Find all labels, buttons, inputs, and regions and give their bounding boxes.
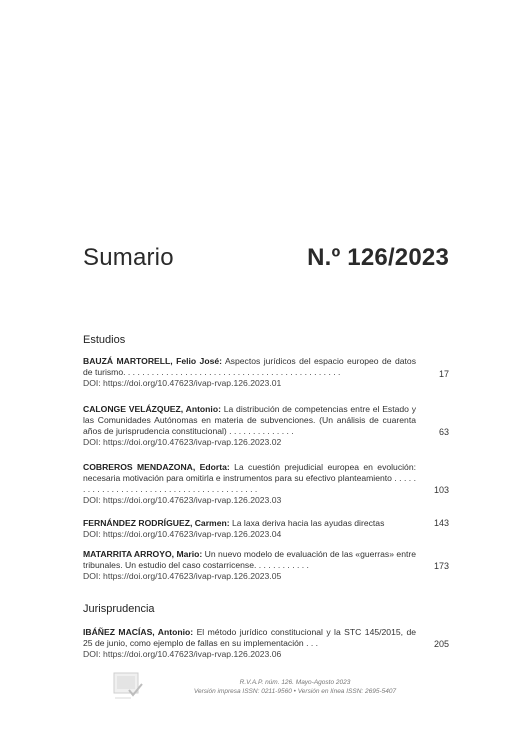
entry-text xyxy=(83,356,416,378)
entry-page: 173 xyxy=(433,561,449,571)
entry-page: 17 xyxy=(438,369,449,379)
entry-doi: DOI: https://doi.org/10.47623/ivap-rvap.126.2023.02 xyxy=(83,437,282,447)
entry-text xyxy=(83,404,416,437)
entry-title: El método jurídico constitucional y la STC 145/2015, de 25 de junio, como ejemplo de fallas en su implementación . . . xyxy=(83,627,417,648)
entry-author: FERNÁNDEZ RODRÍGUEZ, Carmen: xyxy=(83,518,230,528)
entry-title: La laxa deriva hacia las ayudas directas xyxy=(231,518,385,528)
footer-journal: R.V.A.P. núm. 126. Mayo-Agosto 2023 xyxy=(239,679,351,686)
page-title: Sumario xyxy=(83,244,174,271)
toc-entry xyxy=(83,356,449,389)
entry-page: 143 xyxy=(433,518,449,528)
entry-text xyxy=(83,518,416,529)
entry-doi: DOI: https://doi.org/10.47623/ivap-rvap.126.2023.06 xyxy=(83,649,282,659)
section-title-estudios: Estudios xyxy=(83,334,126,346)
entry-text xyxy=(83,462,416,495)
entry-text xyxy=(83,549,416,571)
entry-author: COBREROS MENDAZONA, Edorta: xyxy=(83,462,230,472)
entry-page: 63 xyxy=(438,427,449,437)
entry-author: IBÁÑEZ MACÍAS, Antonio: xyxy=(83,627,194,637)
toc-entry xyxy=(83,462,449,506)
toc-entry xyxy=(83,404,449,448)
page-footer xyxy=(150,678,440,696)
entry-title: La cuestión prejudicial europea en evolución: necesaria motivación para omitirla e instrumentos para su efectivo planteamiento . . . . . . . . . . . . . . . . . . . . . . . . . . . . . . . . . . . . . . . . . . xyxy=(83,462,416,494)
entry-author: BAUZÁ MARTORELL, Felio José: xyxy=(83,356,222,366)
page-header xyxy=(83,244,449,276)
entry-text xyxy=(83,627,416,649)
entry-doi: DOI: https://doi.org/10.47623/ivap-rvap.126.2023.01 xyxy=(83,378,282,388)
entry-page: 205 xyxy=(433,639,449,649)
entry-author: MATARRITA ARROYO, Mario: xyxy=(83,549,203,559)
section-title-jurisprudencia: Jurisprudencia xyxy=(83,603,155,615)
toc-entry xyxy=(83,518,449,540)
entry-doi: DOI: https://doi.org/10.47623/ivap-rvap.126.2023.04 xyxy=(83,529,282,539)
entry-doi: DOI: https://doi.org/10.47623/ivap-rvap.126.2023.05 xyxy=(83,571,282,581)
entry-author: CALONGE VELÁZQUEZ, Antonio: xyxy=(83,404,221,414)
library-stamp-icon xyxy=(111,670,145,702)
toc-entry xyxy=(83,627,449,660)
toc-entry xyxy=(83,549,449,582)
entry-title: Un nuevo modelo de evaluación de las «guerras» entre tribunales. Un estudio del caso costarricense. . . . . . . . . . . . xyxy=(83,549,417,570)
entry-doi: DOI: https://doi.org/10.47623/ivap-rvap.126.2023.03 xyxy=(83,495,282,505)
issue-number: N.º 126/2023 xyxy=(307,244,449,271)
entry-title: Aspectos jurídicos del espacio europeo de datos de turismo. . . . . . . . . . . . . . . . . . . . . . . . . . . . . . . . . . . . . . . . . . . . . . xyxy=(83,356,416,377)
entry-page: 103 xyxy=(433,485,449,495)
footer-issn: Versión impresa ISSN: 0211-9560 • Versión en línea ISSN: 2695-5407 xyxy=(193,688,397,695)
entry-title: La distribución de competencias entre el Estado y las Comunidades Autónomas en materia de subvenciones. (Un análisis de cuarenta años de jurisprudencia constitucional) . . . . . . . . . . . . . . xyxy=(83,404,417,436)
